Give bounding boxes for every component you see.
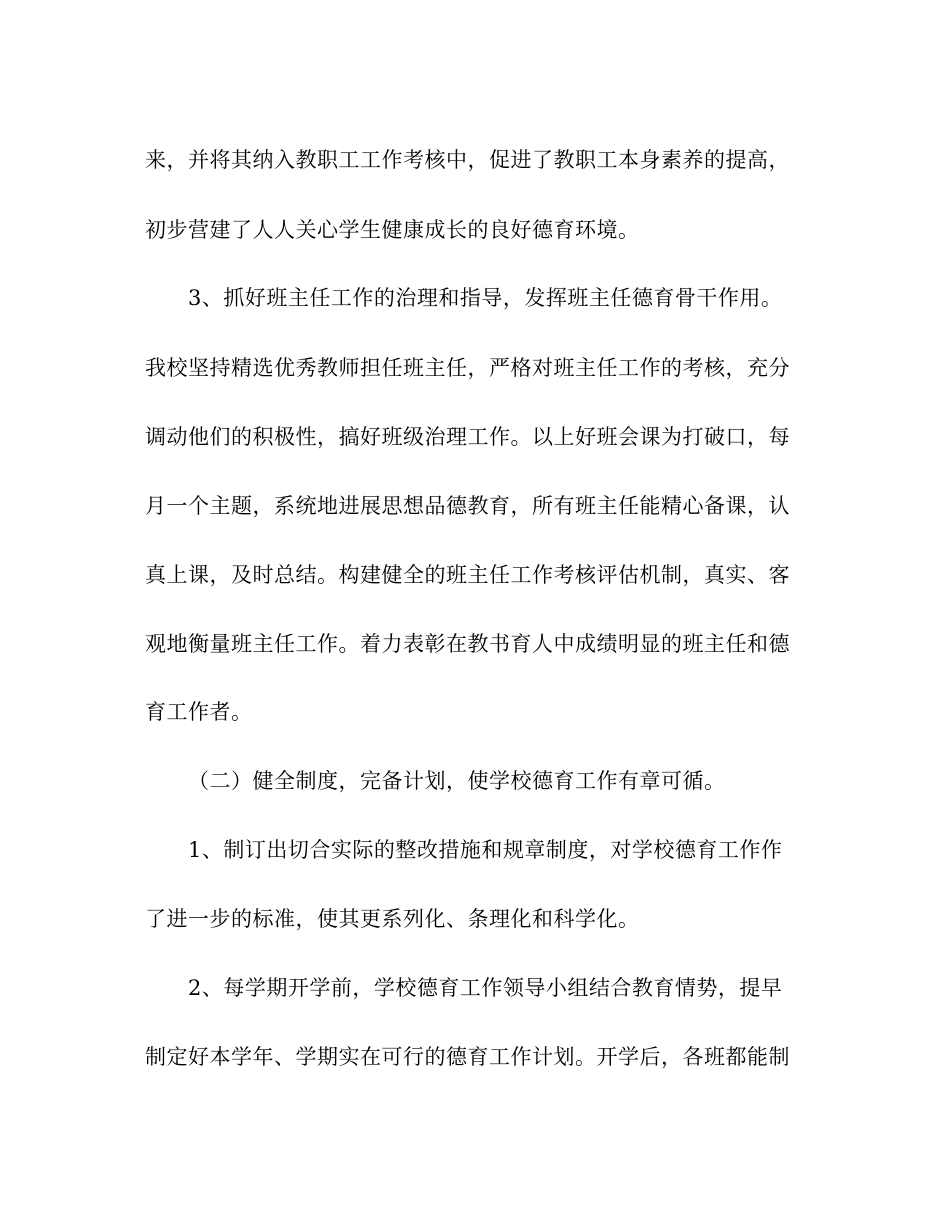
text-line: 制定好本学年、学期实在可行的德育工作计划。开学后，各班都能制 [145,1045,790,1069]
paragraph-start-line: 1、制订出切合实际的整改措施和规章制度，对学校德育工作作 [188,838,783,862]
text-line: 我校坚持精选优秀教师担任班主任，严格对班主任工作的考核，充分 [145,356,790,380]
text-line: 月一个主题，系统地进展思想品德教育，所有班主任能精心备课，认 [145,494,790,518]
text-line: 了进一步的标准，使其更系列化、条理化和科学化。 [145,907,640,931]
text-line: 真上课，及时总结。构建健全的班主任工作考核评估机制，真实、客 [145,563,790,587]
section-heading: （二）健全制度，完备计划，使学校德育工作有章可循。 [188,769,726,793]
text-line: 育工作者。 [145,700,253,724]
text-line: 调动他们的积极性，搞好班级治理工作。以上好班会课为打破口，每 [145,425,790,449]
text-line: 来，并将其纳入教职工工作考核中，促进了教职工本身素养的提高， [145,148,790,172]
text-line: 初步营建了人人关心学生健康成长的良好德育环境。 [145,218,640,242]
paragraph-start-line: 2、每学期开学前，学校德育工作领导小组结合教育情势，提早 [188,976,783,1000]
paragraph-start-line: 3、抓好班主任工作的治理和指导，发挥班主任德育骨干作用。 [188,286,783,310]
text-line: 观地衡量班主任工作。着力表彰在教书育人中成绩明显的班主任和德 [145,632,790,656]
